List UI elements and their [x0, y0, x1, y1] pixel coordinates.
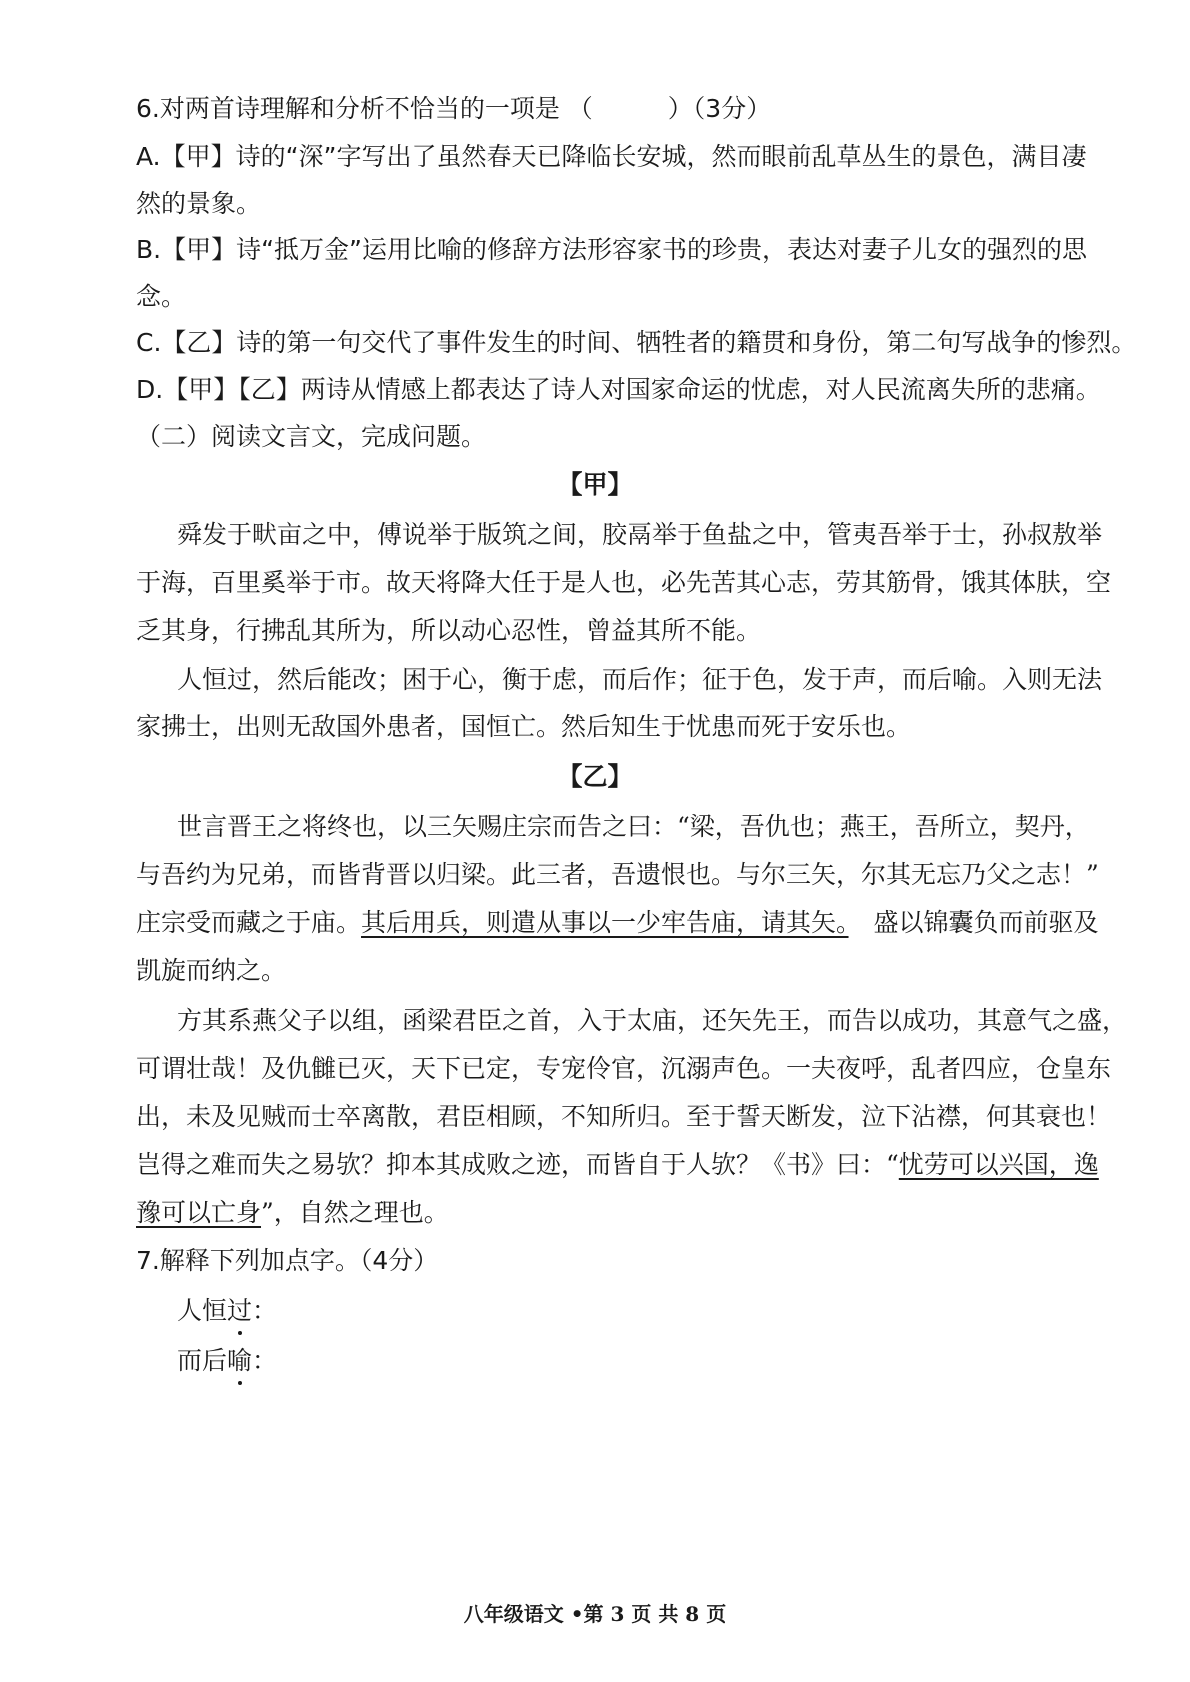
q7-item-1 — [177, 1294, 277, 1328]
page-footer: 八年级语文 •第 3 页 共 8 页 — [463, 1602, 727, 1626]
passage-yi-p1-line1: 世言晋王之将终也，以三矢赐庄宗而告之曰：“梁，吾仇也；燕王，吾所立，契丹， — [177, 812, 1090, 841]
passage-yi-p2-line5 — [136, 1196, 449, 1230]
q6-option-a-line1: A.【甲】诗的“深”字写出了虽然春天已降临长安城，然而眼前乱草丛生的景色，满目凄 — [136, 142, 1087, 171]
passage-jia-p1-line2: 于海，百里奚举于市。故天将降大任于是人也，必先苦其心志，劳其筋骨，饿其体肤，空 — [136, 568, 1112, 597]
q6-option-b-line1: B.【甲】诗“抵万金”运用比喻的修辞方法形容家书的珍贵，表达对妻子儿女的强烈的思 — [136, 235, 1088, 264]
q6-option-a-line2: 然的景象。 — [136, 189, 262, 218]
q6-option-d: D.【甲】【乙】两诗从情感上都表达了诗人对国家命运的忧虑，对人民流离失所的悲痛。 — [136, 375, 1101, 404]
passage-yi-title: 【乙】 — [557, 762, 633, 791]
passage-yi-p1-line3-end: 盛以锦囊负而前驱及 — [848, 908, 1099, 937]
underlined-quote-part1: 忧劳可以兴国，逸 — [898, 1150, 1099, 1179]
q7-item-1-dotted-char: 过 — [227, 1294, 252, 1328]
q7-item-2-text: 而后 — [177, 1346, 228, 1375]
passage-yi-p2-line4-start: 岂得之难而失之易欤？抑本其成败之迹，而皆自于人欤？《书》曰：“ — [136, 1150, 899, 1179]
underlined-sentence-1: 其后用兵，则遣从事以一少牢告庙，请其矢。 — [361, 908, 849, 937]
passage-yi-p2-line1: 方其系燕父子以组，函梁君臣之首，入于太庙，还矢先王，而告以成功，其意气之盛， — [177, 1006, 1128, 1035]
q7-item-2 — [177, 1344, 277, 1378]
q7-item-2-colon: ： — [252, 1346, 278, 1375]
passage-yi-p1-line3-start: 庄宗受而藏之于庙。 — [136, 908, 362, 937]
q7-stem: 7.解释下列加点字。（4分） — [136, 1246, 439, 1275]
passage-yi-p1-line4: 凯旋而纳之。 — [136, 956, 287, 985]
q6-stem: 6.对两首诗理解和分析不恰当的一项是 （ ）（3分） — [136, 94, 772, 123]
passage-jia-p2-line2: 家拂士，出则无敌国外患者，国恒亡。然后知生于忧患而死于安乐也。 — [136, 712, 912, 741]
passage-yi-p1-line3 — [136, 906, 1099, 940]
passage-yi-p2-line2: 可谓壮哉！及仇雠已灭，天下已定，专宠伶官，沉溺声色。一夫夜呼，乱者四应，仓皇东 — [136, 1054, 1112, 1083]
passage-jia-p1-line1: 舜发于畎亩之中，傅说举于版筑之间，胶鬲举于鱼盐之中，管夷吾举于士，孙叔敖举 — [177, 520, 1103, 549]
q6-option-b-line2: 念。 — [136, 282, 187, 311]
passage-jia-p2-line1: 人恒过，然后能改；困于心，衡于虑，而后作；征于色，发于声，而后喻。入则无法 — [177, 665, 1103, 694]
passage-jia-title: 【甲】 — [557, 470, 633, 499]
passage-yi-p2-line4 — [136, 1148, 1099, 1182]
passage-yi-p2-line5-end: ”，自然之理也。 — [261, 1198, 449, 1227]
q7-item-1-colon: ： — [252, 1296, 278, 1325]
passage-jia-p1-line3: 乏其身，行拂乱其所为，所以动心忍性，曾益其所不能。 — [136, 616, 762, 645]
q7-item-1-text: 人恒 — [177, 1296, 228, 1325]
underlined-quote-part2: 豫可以亡身 — [136, 1198, 262, 1227]
q6-option-c: C.【乙】诗的第一句交代了事件发生的时间、牺牲者的籍贯和身份，第二句写战争的惨烈。 — [136, 328, 1137, 357]
passage-yi-p2-line3: 出，未及见贼而士卒离散，君臣相顾，不知所归。至于誓天断发，泣下沾襟，何其衰也！ — [136, 1102, 1112, 1131]
section-2-heading: （二）阅读文言文，完成问题。 — [136, 422, 487, 451]
q7-item-2-dotted-char: 喻 — [227, 1344, 252, 1378]
passage-yi-p1-line2: 与吾约为兄弟，而皆背晋以归梁。此三者，吾遗恨也。与尔三矢，尔其无忘乃父之志！” — [136, 860, 1099, 889]
